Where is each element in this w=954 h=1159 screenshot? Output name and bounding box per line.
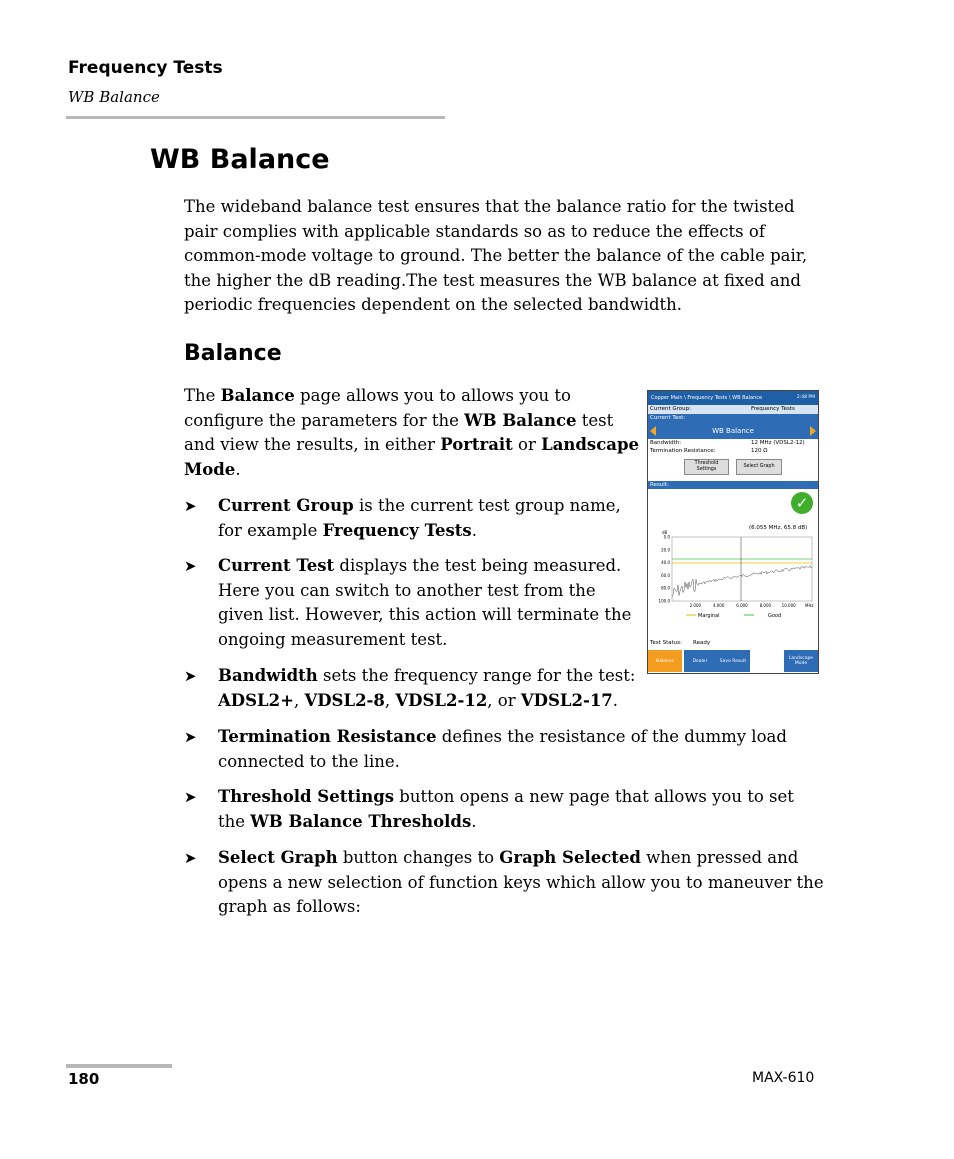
page-number: 180 [68, 1070, 100, 1088]
y-tick-label: 100.0 [658, 598, 670, 604]
threshold-settings-button[interactable]: Threshold Settings [684, 459, 729, 475]
arrow-bullet-icon: ➤ [184, 788, 197, 806]
y-tick-label: 0.0 [663, 534, 670, 540]
arrow-bullet-icon: ➤ [184, 497, 197, 515]
bullet-termination-resistance: ➤ Termination Resistance defines the resistance of the dummy load connected to the line. [184, 727, 787, 771]
device-current-test-label: Current Test: [648, 414, 818, 423]
test-status-value: Ready [693, 640, 711, 646]
fkey-save-result[interactable]: Save Result [716, 650, 750, 672]
footer-divider [66, 1064, 172, 1068]
x-tick-label: 4.000 [712, 603, 725, 608]
device-screenshot [647, 390, 819, 674]
page-title: WB Balance [150, 144, 330, 175]
bullet-bandwidth: ➤ Bandwidth sets the frequency range for the test: ADSL2+, VDSL2-8, VDSL2-12, or VDSL2-17. [184, 666, 636, 710]
pass-check-icon: ✓ [791, 492, 813, 514]
x-tick-label: 8.000 [759, 603, 772, 608]
bullet-current-test: ➤ Current Test displays the test being measured. Here you can switch to another test from the given list. However, this action will terminate the ongoing measurement test. [184, 556, 632, 649]
fkey-landscape-mode[interactable]: Landscape Mode [784, 650, 818, 672]
y-unit-label: dB [662, 530, 668, 535]
y-tick-label: 40.0 [661, 560, 670, 566]
fkey-balance[interactable]: Balance [648, 650, 682, 672]
header-divider [66, 116, 445, 119]
arrow-bullet-icon: ➤ [184, 667, 197, 685]
balance-paragraph: The Balance page allows you to allows you to configure the parameters for the WB Balance test and view the results, in either Portrait or Landscape Mode. [184, 386, 639, 479]
x-tick-label: 2.000 [689, 603, 702, 608]
y-tick-label: 20.0 [661, 547, 670, 553]
arrow-bullet-icon: ➤ [184, 728, 197, 746]
device-bandwidth-row[interactable]: Bandwidth: 12 MHz (VDSL2-12) [650, 440, 805, 446]
arrow-bullet-icon: ➤ [184, 849, 197, 867]
running-header-section: Frequency Tests [68, 58, 223, 78]
section-heading: Balance [184, 341, 282, 366]
legend-marginal: Marginal [698, 613, 720, 619]
bullet-threshold-settings: ➤ Threshold Settings button opens a new page that allows you to set the WB Balance Thresholds. [184, 787, 794, 831]
left-arrow-icon[interactable] [650, 426, 656, 436]
y-tick-label: 60.0 [661, 572, 670, 578]
x-tick-label: 6.000 [736, 603, 748, 608]
document-id: MAX-610 [752, 1070, 815, 1086]
bullet-current-group: ➤ Current Group is the current test group name, for example Frequency Tests. [184, 496, 621, 540]
device-clock: 2:48 PM [796, 395, 815, 400]
running-header-subsection: WB Balance [68, 88, 160, 106]
arrow-bullet-icon: ➤ [184, 557, 197, 575]
device-termination-row[interactable]: Termination Resistance: 120 Ω [650, 448, 768, 454]
plot-area [672, 537, 812, 601]
balance-graph[interactable] [648, 519, 818, 619]
x-tick-label: 10.000 [781, 603, 796, 608]
device-title-bar: Copper Main \ Frequency Tests \ WB Balance 2:48 PM [648, 391, 818, 405]
x-unit-label: MHz [805, 603, 814, 608]
cursor-readout: (6.055 MHz, 65.8 dB) [749, 525, 808, 531]
test-status-label: Test Status: [650, 640, 682, 646]
intro-paragraph: The wideband balance test ensures that the balance ratio for the twisted pair complies with applicable standards so as to reduce the effects of common-mode voltage to ground. The better the balance of the cable pair, the higher the dB reading.The test measures the WB balance at fixed and periodic frequencies dependent on the selected bandwidth. [184, 197, 808, 314]
device-result-label: Result: [648, 481, 818, 489]
fkey-dealer[interactable]: Dealer [684, 650, 716, 672]
device-test-selector[interactable]: WB Balance [648, 423, 818, 439]
bullet-select-graph: ➤ Select Graph button changes to Graph Selected when pressed and opens a new selection of function keys which allow you to maneuver the graph as follows: [184, 848, 824, 916]
right-arrow-icon[interactable] [810, 426, 816, 436]
y-tick-label: 80.0 [661, 585, 670, 591]
select-graph-button[interactable]: Select Graph [736, 459, 782, 475]
legend-good: Good [768, 613, 782, 619]
device-current-group: Current Group: Frequency Tests [648, 405, 818, 414]
